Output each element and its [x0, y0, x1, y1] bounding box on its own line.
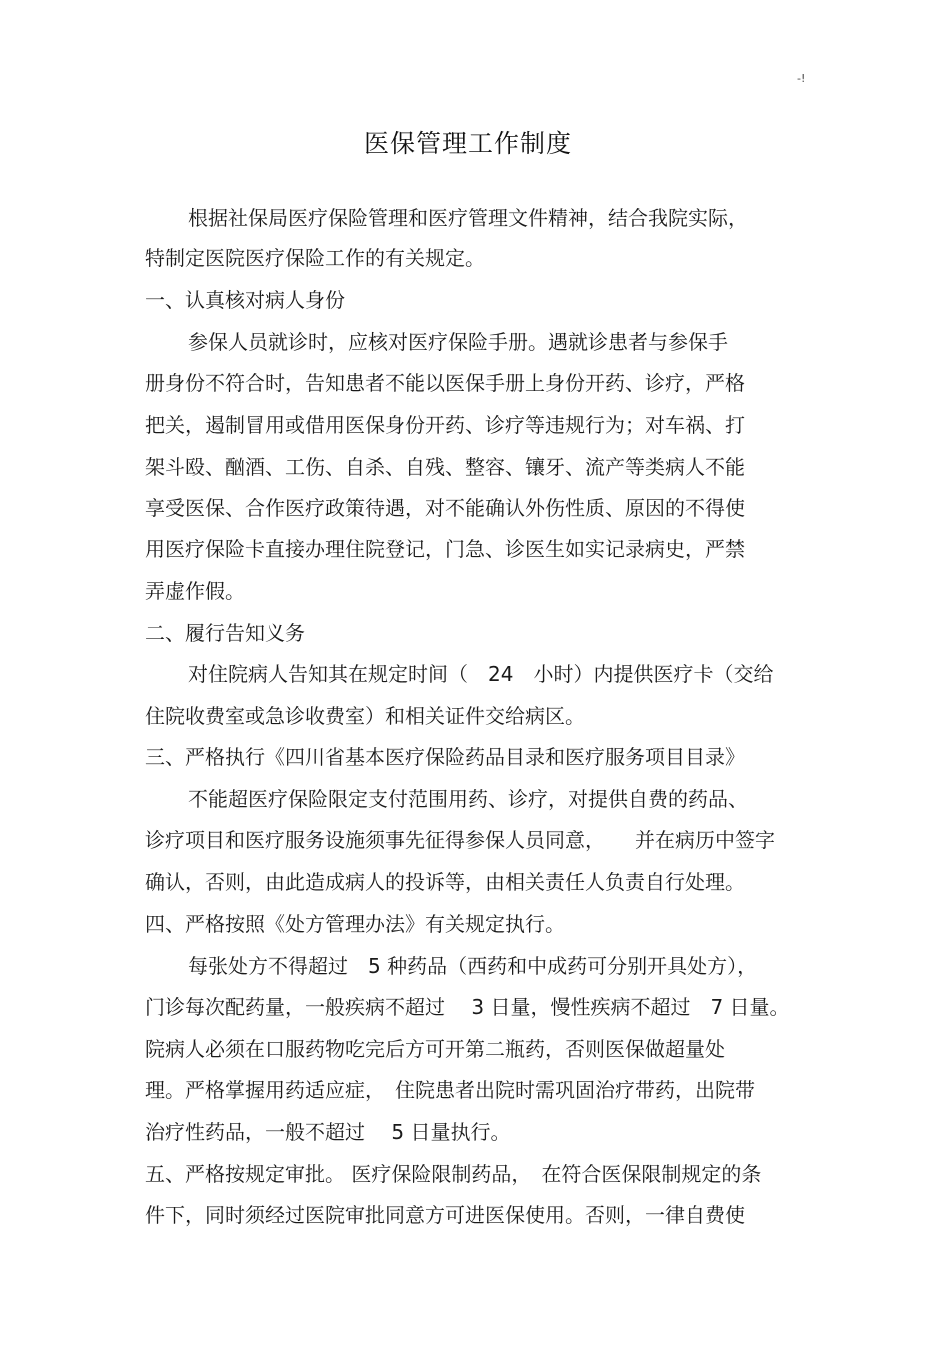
paragraph-line: 用医疗保险卡直接办理住院登记，门急、诊医生如实记录病史，严禁	[145, 537, 745, 561]
paragraph-line: 住院收费室或急诊收费室）和相关证件交给病区。	[145, 704, 585, 728]
paragraph-line: 参保人员就诊时，应核对医疗保险手册。遇就诊患者与参保手	[188, 330, 728, 354]
section-heading: 三、严格执行《四川省基本医疗保险药品目录和医疗服务项目目录》	[145, 745, 745, 769]
paragraph-line: 对住院病人告知其在规定时间（ 24 小时）内提供医疗卡（交给	[188, 662, 774, 686]
section-heading: 四、严格按照《处方管理办法》有关规定执行。	[145, 912, 565, 936]
paragraph-line: 确认，否则，由此造成病人的投诉等，由相关责任人负责自行处理。	[145, 870, 745, 894]
paragraph-line: 享受医保、合作医疗政策待遇，对不能确认外伤性质、原因的不得使	[145, 496, 745, 520]
paragraph-line: 每张处方不得超过 5 种药品（西药和中成药可分别开具处方），	[188, 954, 758, 978]
page-title: 医保管理工作制度	[363, 129, 572, 158]
paragraph-line: 诊疗项目和医疗服务设施须事先征得参保人员同意， 并在病历中签字	[145, 828, 775, 852]
paragraph-line: 根据社保局医疗保险管理和医疗管理文件精神，结合我院实际，	[188, 206, 748, 230]
paragraph-line: 治疗性药品，一般不超过 5 日量执行。	[145, 1120, 511, 1144]
paragraph-line: 弄虚作假。	[145, 579, 245, 603]
paragraph-line: 件下，同时须经过医院审批同意方可进医保使用。否则，一律自费使	[145, 1203, 745, 1227]
section-heading: 五、严格按规定审批。 医疗保险限制药品， 在符合医保限制规定的条	[145, 1162, 762, 1186]
paragraph-line: 架斗殴、酗酒、工伤、自杀、自残、整容、镶牙、流产等类病人不能	[145, 455, 745, 479]
section-heading: 一、认真核对病人身份	[145, 288, 345, 312]
paragraph-line: 院病人必须在口服药物吃完后方可开第二瓶药，否则医保做超量处	[145, 1037, 725, 1061]
paragraph-line: 册身份不符合时，告知患者不能以医保手册上身份开药、诊疗，严格	[145, 371, 745, 395]
section-heading: 二、履行告知义务	[145, 621, 305, 645]
paragraph-line: 理。严格掌握用药适应症， 住院患者出院时需巩固治疗带药，出院带	[145, 1078, 755, 1102]
page-mark: -!	[797, 72, 806, 85]
paragraph-line: 门诊每次配药量，一般疾病不超过 3 日量，慢性疾病不超过 7 日量。	[145, 995, 790, 1019]
paragraph-line: 不能超医疗保险限定支付范围用药、诊疗，对提供自费的药品、	[188, 787, 748, 811]
paragraph-line: 特制定医院医疗保险工作的有关规定。	[145, 246, 485, 270]
paragraph-line: 把关，遏制冒用或借用医保身份开药、诊疗等违规行为；对车祸、打	[145, 413, 745, 437]
